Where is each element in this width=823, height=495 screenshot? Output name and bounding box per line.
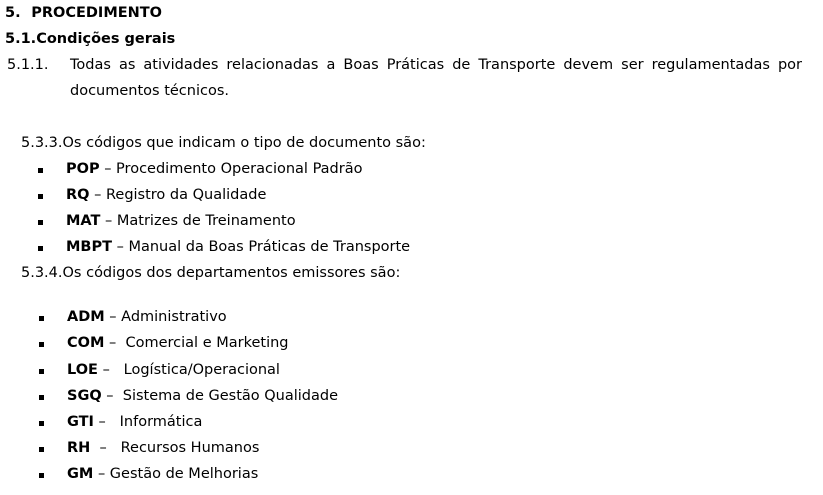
list-item <box>67 362 280 378</box>
item-533-text: Os códigos que indicam o tipo de documento são: <box>62 135 426 151</box>
section-number: 5. <box>5 5 21 21</box>
code: ADM <box>67 309 105 325</box>
section-title: PROCEDIMENTO <box>31 5 163 21</box>
code: POP <box>66 161 100 177</box>
bullet-icon <box>38 168 43 173</box>
bullet-icon <box>39 447 44 452</box>
desc: – Recursos Humanos <box>90 440 260 456</box>
bullet-icon <box>39 473 44 478</box>
list-item <box>66 213 296 229</box>
desc: – Sistema de Gestão Qualidade <box>101 388 339 404</box>
code: GM <box>67 466 94 482</box>
list-item <box>66 239 410 255</box>
code: LOE <box>67 362 98 378</box>
item-511-paragraph <box>70 52 802 104</box>
item-534-number: 5.3.4. <box>21 265 63 281</box>
code: SGQ <box>67 388 102 404</box>
desc: – Registro da Qualidade <box>89 187 267 203</box>
code: GTI <box>67 414 94 430</box>
desc: – Logística/Operacional <box>97 362 280 378</box>
desc: – Administrativo <box>104 309 227 325</box>
item-533-number: 5.3.3. <box>21 135 63 151</box>
desc: – Comercial e Marketing <box>104 335 289 351</box>
item-511-line2: documentos técnicos. <box>70 83 229 99</box>
bullet-icon <box>39 316 44 321</box>
bullet-icon <box>39 369 44 374</box>
bullet-icon <box>39 421 44 426</box>
item-534-text: Os códigos dos departamentos emissores são: <box>62 265 401 281</box>
desc: – Matrizes de Treinamento <box>100 213 296 229</box>
bullet-icon <box>38 246 43 251</box>
code: MBPT <box>66 239 112 255</box>
code: COM <box>67 335 105 351</box>
item-511-line1: Todas as atividades relacionadas a Boas Práticas de Transporte devem ser regulamentadas por <box>70 57 802 73</box>
code: RQ <box>66 187 90 203</box>
item-511-number: 5.1.1. <box>7 57 49 73</box>
desc: – Manual da Boas Práticas de Transporte <box>112 239 411 255</box>
subsection-number: 5.1. <box>5 31 37 47</box>
desc: – Procedimento Operacional Padrão <box>99 161 363 177</box>
list-item <box>67 466 258 482</box>
desc: – Gestão de Melhorias <box>93 466 259 482</box>
list-item <box>67 335 289 351</box>
bullet-icon <box>38 194 43 199</box>
list-item <box>67 388 338 404</box>
item-534 <box>21 265 400 281</box>
bullet-icon <box>38 220 43 225</box>
list-item <box>67 414 202 430</box>
code: MAT <box>66 213 101 229</box>
list-item <box>66 161 362 177</box>
list-item <box>66 187 266 203</box>
subsection-title: Condições gerais <box>36 31 176 47</box>
code: RH <box>67 440 91 456</box>
section-heading <box>5 5 162 21</box>
list-item <box>67 309 227 325</box>
list-item <box>67 440 259 456</box>
bullet-icon <box>39 395 44 400</box>
subsection-heading <box>5 31 175 47</box>
desc: – Informática <box>93 414 203 430</box>
bullet-icon <box>39 342 44 347</box>
item-533 <box>21 135 426 151</box>
